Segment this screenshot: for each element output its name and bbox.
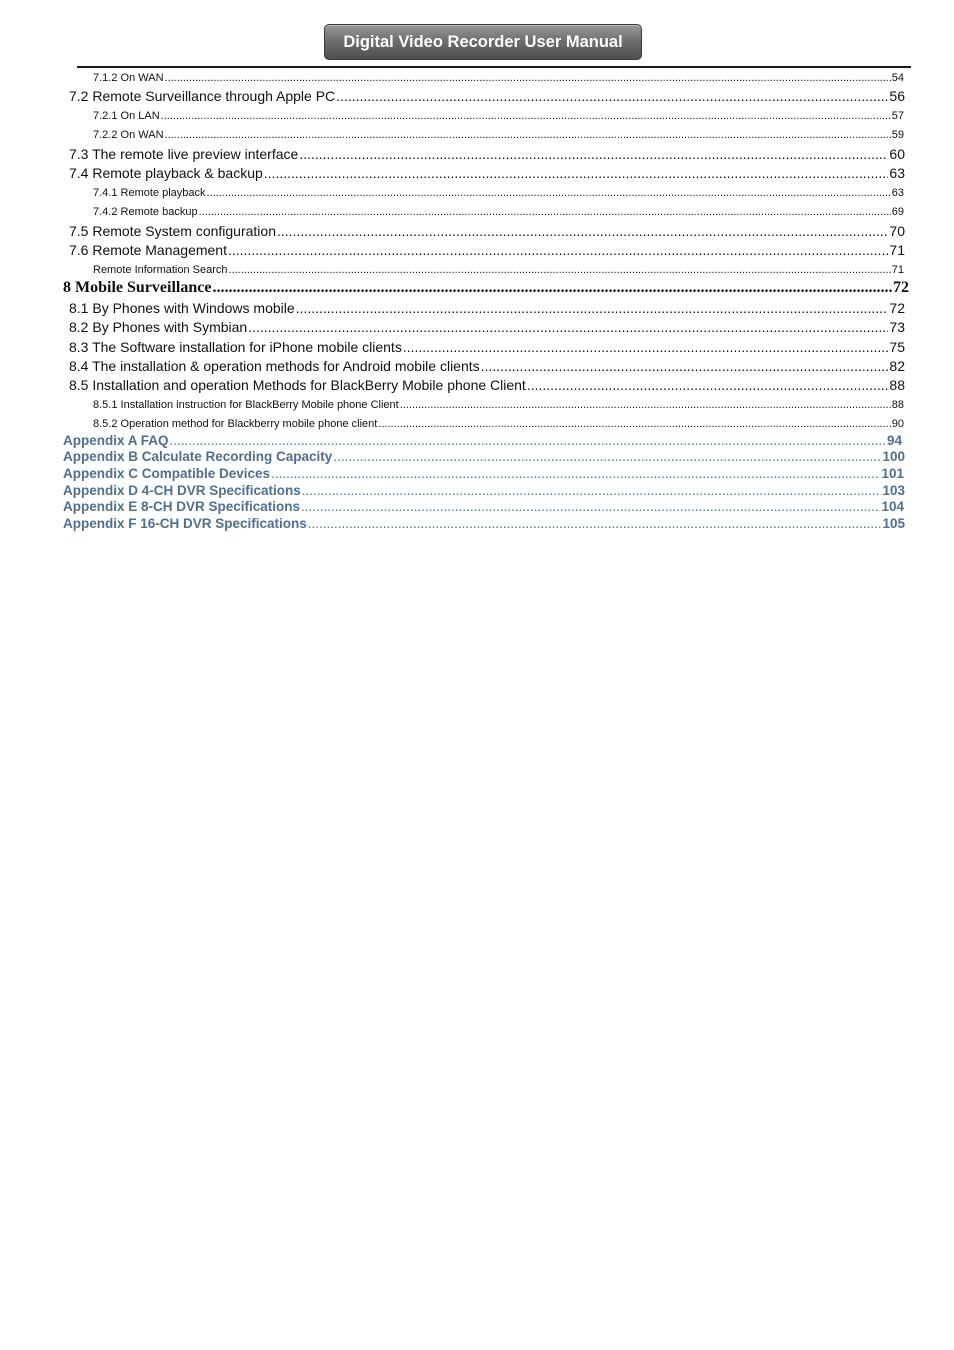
toc-entry-title: 7.4.2 Remote backup xyxy=(93,206,198,218)
toc-entry-title: 8.5 Installation and operation Methods for BlackBerry Mobile phone Client xyxy=(69,377,526,393)
toc-entry-title: 7.6 Remote Management xyxy=(69,242,227,258)
toc-entry-page: 59 xyxy=(891,129,904,141)
toc-dot-leader xyxy=(403,339,889,355)
toc-dot-leader xyxy=(228,242,888,258)
toc-dot-leader xyxy=(170,433,886,448)
toc-entry-title: 7.1.2 On WAN xyxy=(93,72,164,84)
toc-dot-leader xyxy=(527,377,889,393)
toc-entry-page: 88 xyxy=(891,399,904,411)
toc-chapter-entry[interactable] xyxy=(63,279,909,299)
toc-entry-page: 75 xyxy=(889,339,905,355)
toc-entry-title: 8.3 The Software installation for iPhone mobile clients xyxy=(69,339,402,355)
toc-entry[interactable] xyxy=(69,300,905,318)
toc-entry[interactable] xyxy=(93,129,904,143)
toc-dot-leader xyxy=(207,187,891,199)
toc-entry-page: 100 xyxy=(882,449,905,464)
toc-entry-page: 88 xyxy=(889,377,905,393)
toc-dot-leader xyxy=(199,206,891,218)
toc-entry[interactable] xyxy=(69,146,905,164)
toc-entry-title: Appendix E 8-CH DVR Specifications xyxy=(63,499,301,514)
toc-dot-leader xyxy=(400,399,891,411)
toc-entry-title: 7.2.2 On WAN xyxy=(93,129,164,141)
toc-entry-page: 90 xyxy=(891,418,904,430)
toc-entry-page: 70 xyxy=(889,223,905,239)
toc-dot-leader xyxy=(308,516,882,531)
toc-entry-page: 82 xyxy=(889,358,905,374)
toc-entry-title: 8.5.1 Installation instruction for BlackBerry Mobile phone Client xyxy=(93,399,399,411)
toc-dot-leader xyxy=(336,88,888,104)
toc-entry-title: 8 Mobile Surveillance xyxy=(63,279,212,296)
toc-entry-page: 72 xyxy=(893,279,909,296)
toc-entry-title: 8.1 By Phones with Windows mobile xyxy=(69,300,295,316)
toc-entry-title: 8.4 The installation & operation methods for Android mobile clients xyxy=(69,358,480,374)
toc-entry-page: 56 xyxy=(889,88,905,104)
toc-dot-leader xyxy=(481,358,889,374)
toc-dot-leader xyxy=(165,129,891,141)
toc-appendix-entry[interactable] xyxy=(63,433,902,450)
toc-entry-title: 8.2 By Phones with Symbian xyxy=(69,319,248,335)
toc-entry-title: Appendix F 16-CH DVR Specifications xyxy=(63,516,307,531)
toc-entry[interactable] xyxy=(69,319,905,337)
toc-dot-leader xyxy=(378,418,890,430)
toc-entry-page: 103 xyxy=(882,483,905,498)
toc-entry-page: 72 xyxy=(889,300,905,316)
toc-appendix-entry[interactable] xyxy=(63,499,904,516)
toc-entry[interactable] xyxy=(69,377,905,395)
toc-entry[interactable] xyxy=(69,242,905,260)
toc-entry-title: 7.2.1 On LAN xyxy=(93,110,160,122)
toc-entry[interactable] xyxy=(69,165,905,183)
toc-entry[interactable] xyxy=(93,418,904,432)
toc-dot-leader xyxy=(248,319,888,335)
header-divider xyxy=(77,66,911,68)
toc-dot-leader xyxy=(229,264,891,276)
toc-appendix-entry[interactable] xyxy=(63,483,905,500)
toc-entry-title: Appendix C Compatible Devices xyxy=(63,466,271,481)
toc-entry[interactable] xyxy=(69,88,905,106)
toc-entry-page: 63 xyxy=(891,187,904,199)
toc-entry-page: 105 xyxy=(882,516,905,531)
toc-entry[interactable] xyxy=(69,339,905,357)
toc-dot-leader xyxy=(271,466,880,481)
toc-entry[interactable] xyxy=(93,264,904,278)
toc-dot-leader xyxy=(161,110,891,122)
toc-entry-page: 57 xyxy=(891,110,904,122)
toc-entry-page: 104 xyxy=(881,499,904,514)
toc-entry-page: 94 xyxy=(886,433,902,448)
toc-entry-title: 7.5 Remote System configuration xyxy=(69,223,276,239)
toc-dot-leader xyxy=(333,449,881,464)
toc-entry[interactable] xyxy=(93,187,904,201)
toc-entry[interactable] xyxy=(93,399,904,413)
toc-entry-title: 7.4 Remote playback & backup xyxy=(69,165,263,181)
toc-appendix-entry[interactable] xyxy=(63,449,905,466)
toc-appendix-entry[interactable] xyxy=(63,466,904,483)
toc-entry[interactable] xyxy=(93,110,904,124)
toc-entry-page: 101 xyxy=(881,466,904,481)
toc-entry-title: 7.2 Remote Surveillance through Apple PC xyxy=(69,88,336,104)
toc-entry-page: 69 xyxy=(891,206,904,218)
toc-entry-title: Remote Information Search xyxy=(93,264,228,276)
toc-entry[interactable] xyxy=(69,223,905,241)
toc-entry[interactable] xyxy=(93,72,904,86)
toc-appendix-entry[interactable] xyxy=(63,516,905,533)
manual-title-badge: Digital Video Recorder User Manual xyxy=(324,24,642,60)
toc-entry-page: 54 xyxy=(891,72,904,84)
toc-entry-title: Appendix A FAQ xyxy=(63,433,169,448)
toc-entry-title: 7.4.1 Remote playback xyxy=(93,187,206,199)
toc-entry[interactable] xyxy=(69,358,905,376)
toc-entry-page: 71 xyxy=(889,242,905,258)
toc-entry[interactable] xyxy=(93,206,904,220)
toc-entry-page: 71 xyxy=(891,264,904,276)
toc-dot-leader xyxy=(165,72,891,84)
toc-dot-leader xyxy=(277,223,888,239)
toc-entry-title: Appendix D 4-CH DVR Specifications xyxy=(63,483,301,498)
toc-entry-title: 8.5.2 Operation method for Blackberry mobile phone client xyxy=(93,418,378,430)
toc-dot-leader xyxy=(296,300,889,316)
toc-dot-leader xyxy=(212,279,892,297)
toc-entry-title: 7.3 The remote live preview interface xyxy=(69,146,299,162)
toc-dot-leader xyxy=(299,146,888,162)
toc-entry-page: 60 xyxy=(889,146,905,162)
toc-dot-leader xyxy=(302,483,882,498)
toc-entry-page: 63 xyxy=(889,165,905,181)
toc-dot-leader xyxy=(264,165,889,181)
toc-entry-page: 73 xyxy=(889,319,905,335)
toc-entry-title: Appendix B Calculate Recording Capacity xyxy=(63,449,333,464)
toc-dot-leader xyxy=(301,499,880,514)
